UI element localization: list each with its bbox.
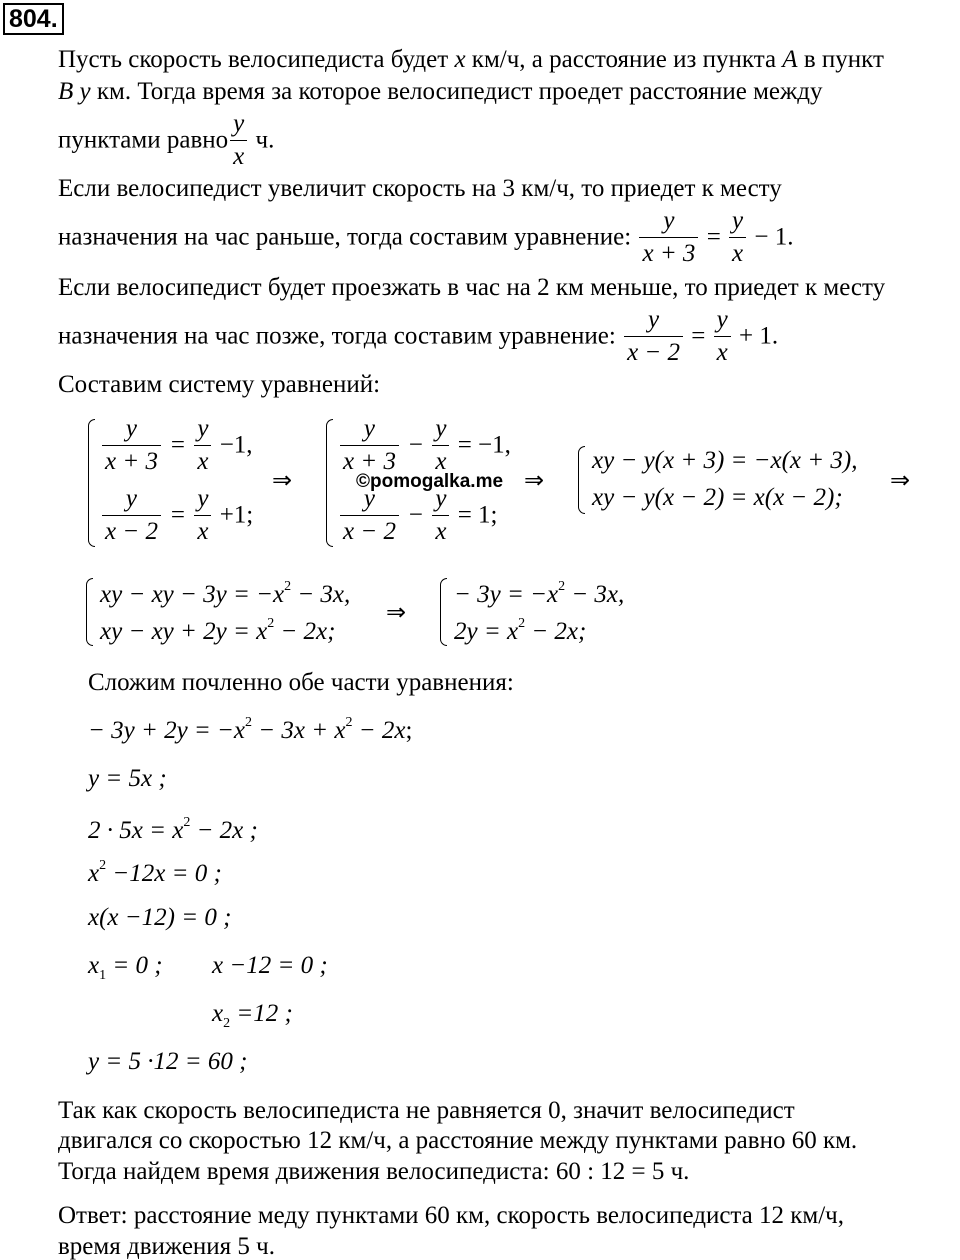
case1-line-1: Если велосипедист увеличит скорость на 3 км/ч, то приедет к месту xyxy=(58,175,782,202)
step-6a: $x_1 = 0$ ; xyxy=(88,952,163,983)
answer-line-1: Ответ: расстояние меду пунктами 60 км, скорость велосипедиста 12 км/ч, xyxy=(58,1202,844,1229)
answer-line-2: время движения 5 ч. xyxy=(58,1233,275,1260)
problem-number: 804. xyxy=(3,3,64,35)
step-1: − $3y + 2y = -x^2 - 3x + x^2 - 2x$; xyxy=(88,715,413,744)
case1-line-2: назначения на час раньше, тогда составим уравнение: $\frac{y}{x + 3}$ = $\frac{y}{x}$ − 1. xyxy=(58,207,794,267)
implies-arrow-4: ⇒ xyxy=(386,598,407,626)
implies-arrow-3: ⇒ xyxy=(890,466,911,494)
case2-line-2: назначения на час позже, тогда составим уравнение: $\frac{y}{x - 2}$ = $\frac{y}{x}$ + 1. xyxy=(58,306,779,366)
intro-line-2: B y км. Тогда время за которое велосипедист проедет расстояние между xyxy=(58,78,823,105)
step-5: x(x −12) = 0 ; xyxy=(88,904,232,931)
step-6b: x −12 = 0 ; xyxy=(212,952,328,979)
conclusion-line-3: Тогда найдем время движения велосипедиста: 60 : 12 = 5 ч. xyxy=(58,1158,690,1185)
watermark: ©pomogalka.me xyxy=(356,471,504,492)
implies-arrow-2: ⇒ xyxy=(524,466,545,494)
implies-arrow-1: ⇒ xyxy=(272,466,293,494)
step-7: $x_2 =12$ ; xyxy=(212,1000,293,1031)
add-intro: Сложим почленно обе части уравнения: xyxy=(88,669,514,696)
step-8: y = 5 ·12 = 60 ; xyxy=(88,1048,248,1075)
intro-line-3: пунктами равно $\frac{y}{x}$ ч. xyxy=(58,110,275,170)
fraction-y-over-x: $\frac{y}{x}$ xyxy=(230,110,247,170)
conclusion-line-2: двигался со скоростью 12 км/ч, а расстояние между пунктами равно 60 км. xyxy=(58,1127,858,1154)
system-intro: Составим систему уравнений: xyxy=(58,371,381,398)
step-3: $2 \cdot 5x = x^2 - 2x$ ; xyxy=(88,815,258,844)
case2-line-1: Если велосипедист будет проезжать в час на 2 км меньше, то приедет к месту xyxy=(58,274,886,301)
step-4: $x^2 -12x = 0$ ; xyxy=(88,858,222,887)
step-2: y = 5x ; xyxy=(88,765,167,792)
conclusion-line-1: Так как скорость велосипедиста не равняется 0, значит велосипедист xyxy=(58,1097,795,1124)
intro-line-1: Пусть скорость велосипедиста будет x км/ч, а расстояние из пункта A в пункт xyxy=(58,46,884,73)
